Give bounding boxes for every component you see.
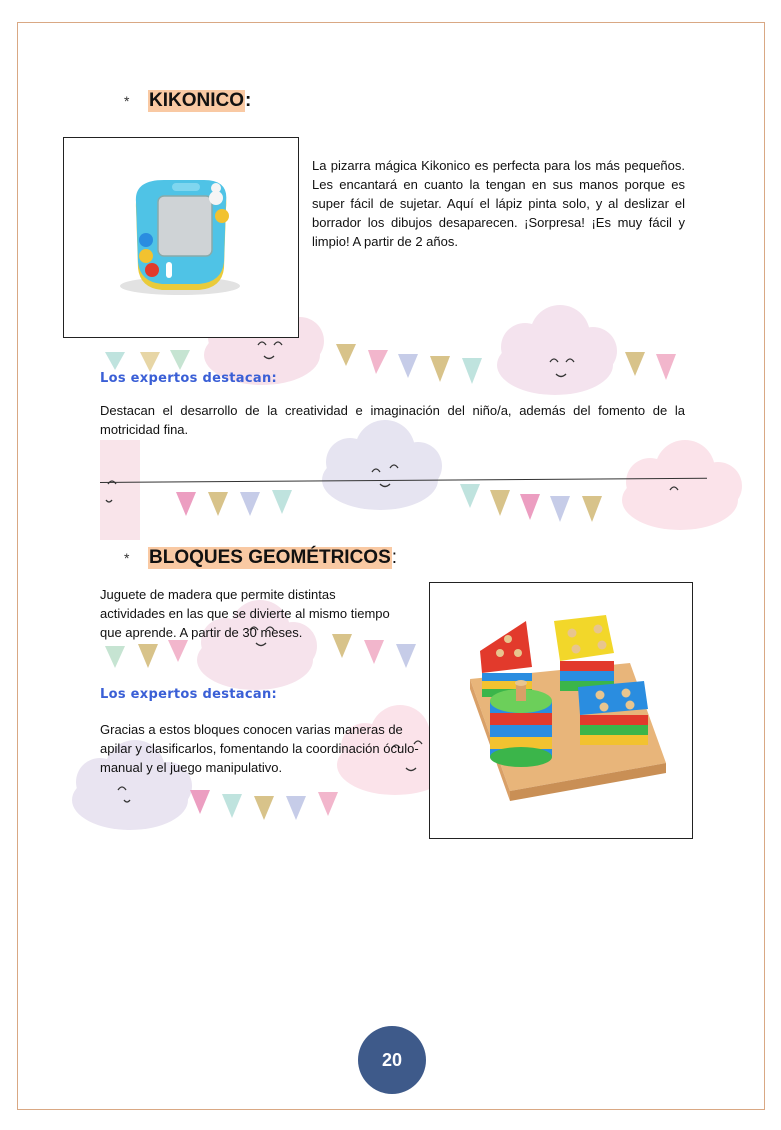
- product-description-bloques: Juguete de madera que permite distintas actividades en las que se divierte al mismo tiempo que aprende. A partir de 30 meses.: [100, 587, 390, 640]
- bunting-decoration: [190, 790, 338, 820]
- cloud-decoration: [100, 440, 140, 540]
- experts-label: Los expertos destacan:: [100, 371, 278, 386]
- magic-board-image: [64, 138, 298, 337]
- page-number-badge: 20: [358, 1026, 426, 1094]
- product-description-kikonico: La pizarra mágica Kikonico es perfecta para los más pequeños. Les encantará en cuanto la tengan en sus manos porque es super fácil de sujetar. Aquí el lápiz pinta solo, y al deslizar el borrador los dibujos desaparecen. ¡Sorpresa! ¡Es muy fácil y limpio! A partir de 2 años.: [312, 158, 685, 249]
- section-heading-kikonico: [124, 90, 251, 112]
- product-image-bloques: [429, 582, 693, 839]
- experts-text-kikonico: Destacan el desarrollo de la creatividad e imaginación del niño/a, además del fomento de la motricidad fina.: [100, 403, 685, 437]
- geometric-blocks-image: [430, 583, 692, 838]
- experts-text-bloques: Gracias a estos bloques conocen varias maneras de apilar y clasificarlos, fomentando la coordinación óculo-manual y el juego manipulativo.: [100, 722, 419, 775]
- product-image-kikonico: [63, 137, 299, 338]
- experts-label: Los expertos destacan:: [100, 687, 278, 702]
- cloud-decoration: [497, 305, 617, 395]
- cloud-decoration: [622, 440, 742, 530]
- section-title: BLOQUES GEOMÉTRICOS: [149, 547, 391, 568]
- title-colon: :: [391, 547, 398, 568]
- bullet-icon: *: [124, 550, 130, 566]
- title-colon: :: [245, 90, 252, 111]
- section-heading-bloques: [124, 547, 397, 569]
- bullet-icon: *: [124, 93, 130, 109]
- section-title: KIKONICO: [149, 90, 244, 111]
